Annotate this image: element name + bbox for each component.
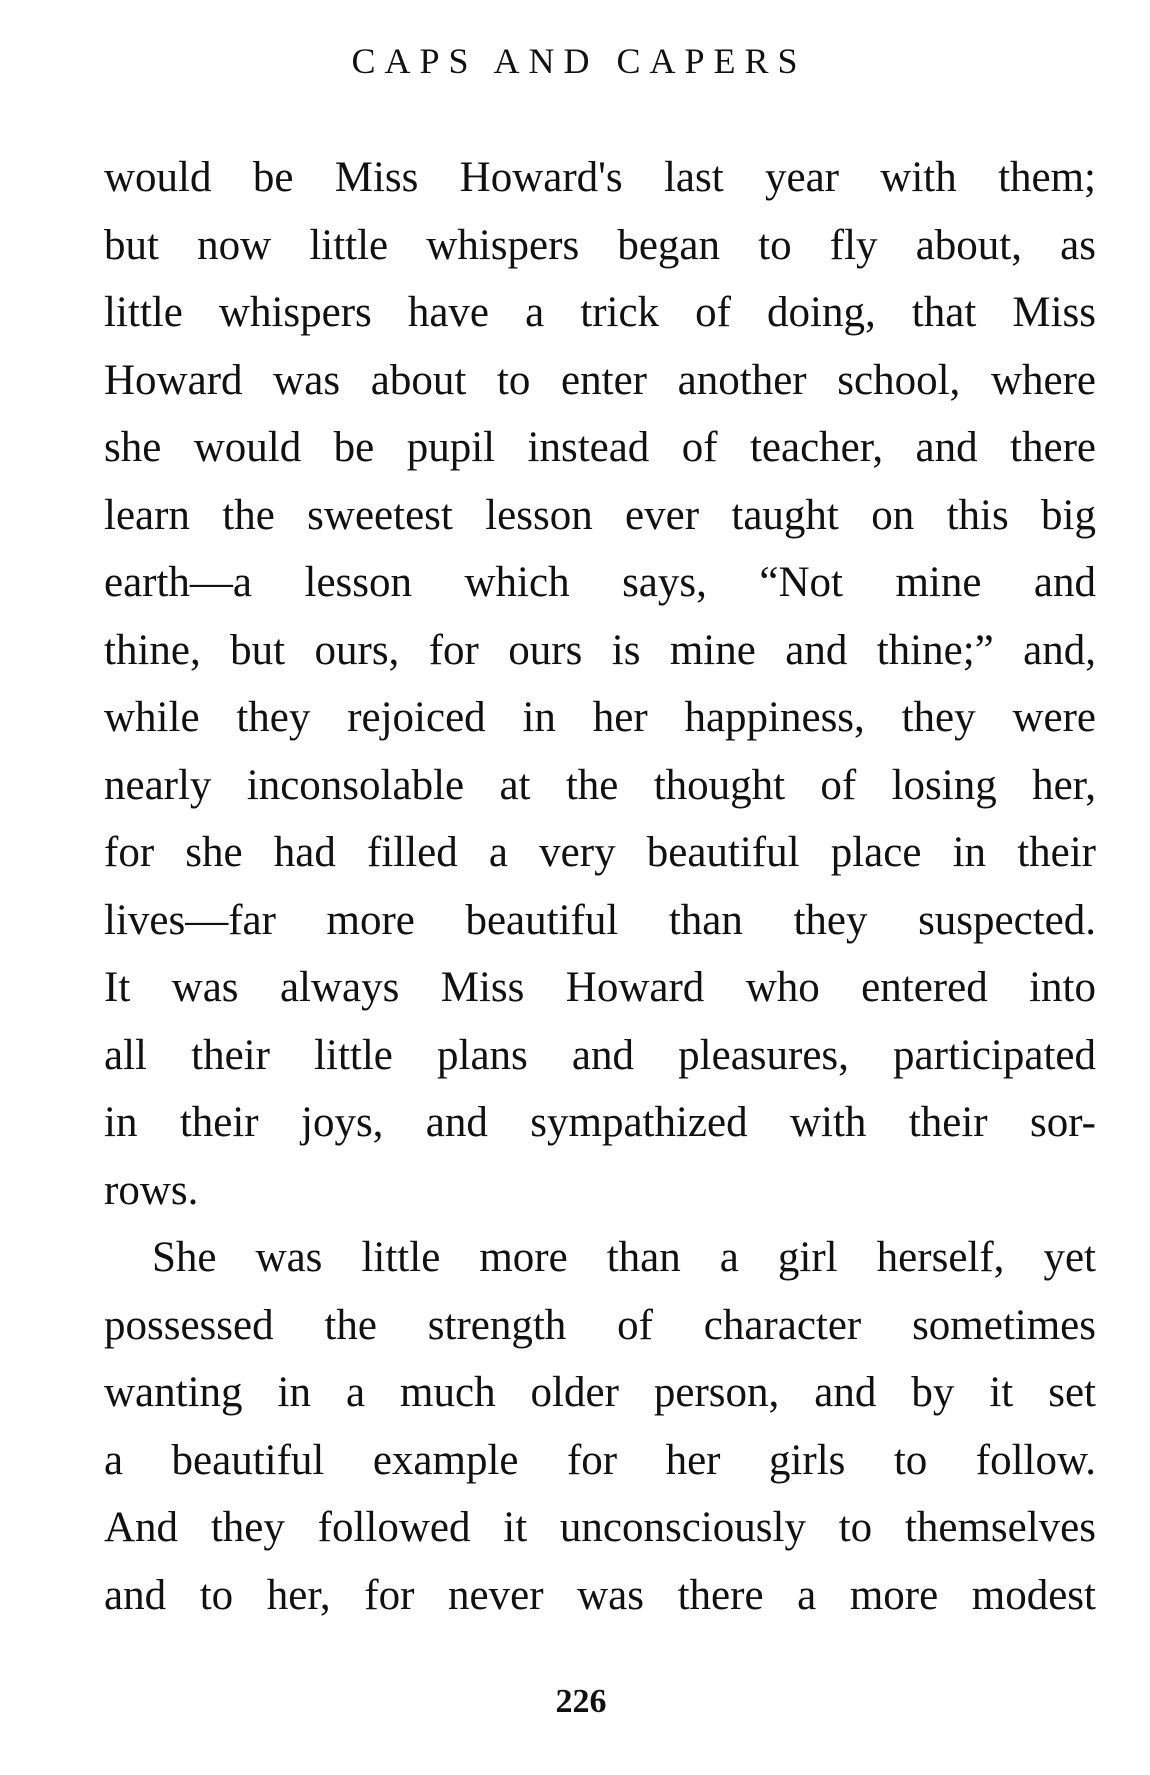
text-line: wanting in a much older person, and by it set bbox=[104, 1369, 1096, 1416]
text-line: possessed the strength of character sometimes bbox=[104, 1301, 1096, 1349]
text-line: in their joys, and sympathized with their sor- bbox=[104, 1099, 1096, 1146]
page-number: 226 bbox=[555, 1683, 607, 1720]
text-line: rows. bbox=[104, 1166, 199, 1214]
text-line: for she had filled a very beautiful place in their bbox=[104, 829, 1096, 876]
text-line: thine, but ours, for ours is mine and thine;” and, bbox=[104, 626, 1096, 674]
text-line: She was little more than a girl herself, yet bbox=[152, 1234, 1096, 1281]
running-head: CAPS AND CAPERS bbox=[351, 41, 807, 81]
text-line: little whispers have a trick of doing, that Miss bbox=[104, 289, 1096, 336]
text-line: all their little plans and pleasures, participated bbox=[104, 1031, 1096, 1079]
text-line: while they rejoiced in her happiness, they were bbox=[104, 694, 1096, 741]
text-line: and to her, for never was there a more modest bbox=[104, 1571, 1096, 1619]
text-line: lives—far more beautiful than they suspected. bbox=[104, 896, 1096, 944]
text-line: nearly inconsolable at the thought of losing her, bbox=[104, 761, 1096, 809]
paragraph-1 bbox=[104, 144, 1096, 1224]
text-line: It was always Miss Howard who entered into bbox=[104, 964, 1096, 1011]
text-line: And they followed it unconsciously to themselves bbox=[104, 1504, 1096, 1551]
text-line: a beautiful example for her girls to follow. bbox=[104, 1436, 1096, 1484]
paragraph-2 bbox=[104, 1224, 1096, 1629]
text-line: learn the sweetest lesson ever taught on this big bbox=[104, 491, 1096, 539]
text-line: but now little whispers began to fly about, as bbox=[104, 221, 1096, 269]
text-line: she would be pupil instead of teacher, and there bbox=[104, 424, 1096, 471]
text-line: earth—a lesson which says, “Not mine and bbox=[104, 559, 1096, 606]
body-text bbox=[104, 144, 1096, 1629]
text-line: would be Miss Howard's last year with them; bbox=[104, 154, 1096, 201]
text-line: Howard was about to enter another school, where bbox=[104, 356, 1096, 404]
